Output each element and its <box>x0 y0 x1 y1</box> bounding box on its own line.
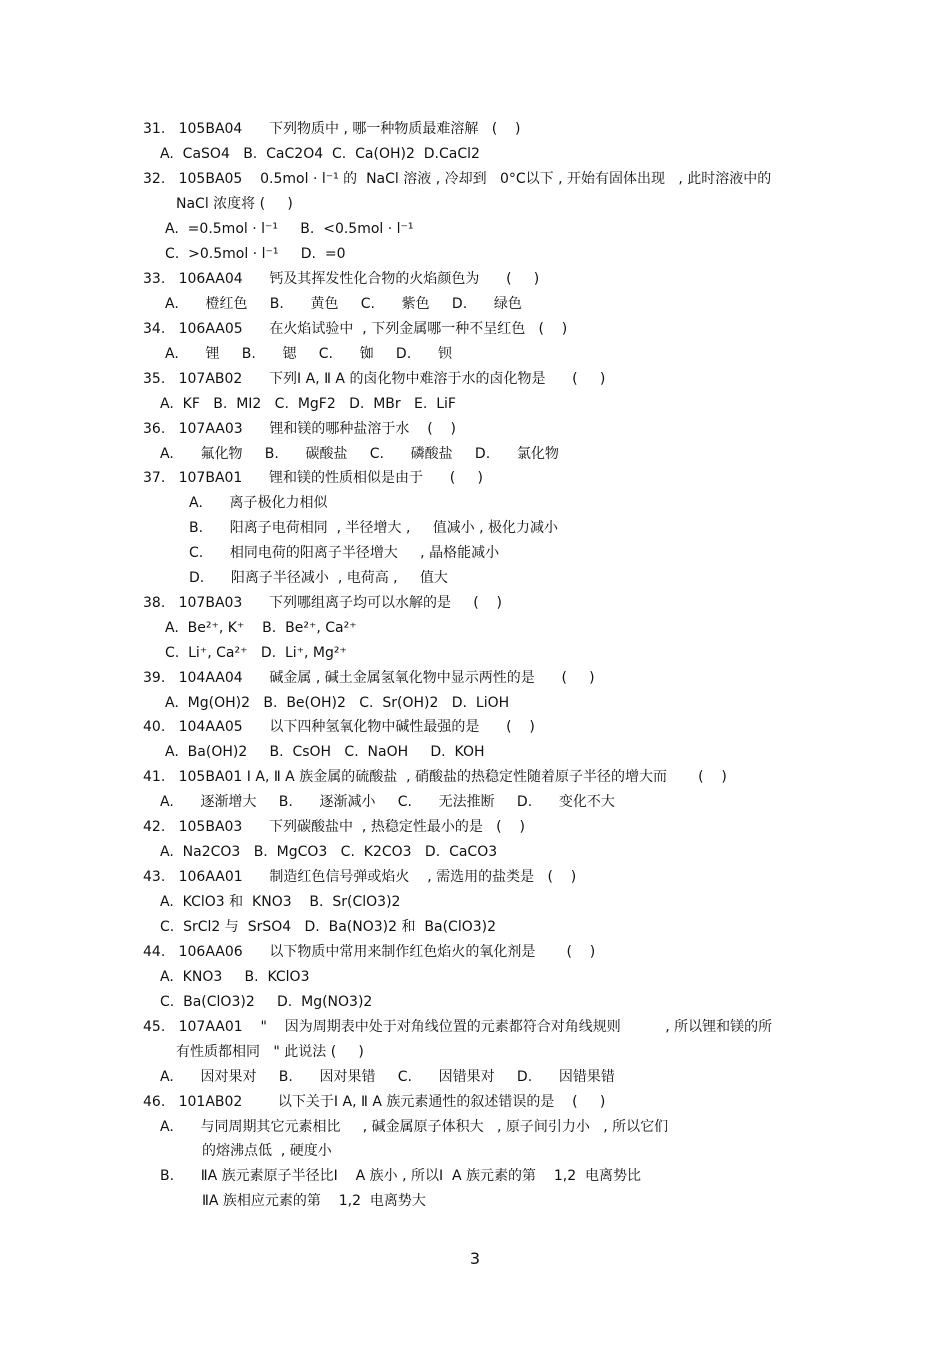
q40-stem: 40. 104AA05 以下四种氢氧化物中碱性最强的是 ( ) <box>143 719 535 735</box>
q44-stem: 44. 106AA06 以下物质中常用来制作红色焰火的氧化剂是 ( ) <box>143 944 596 960</box>
q45-stem: 45. 107AA01 " 因为周期表中处于对角线位置的元素都符合对角线规则 , 所以锂和镁的所 <box>143 1019 773 1035</box>
q31-options: A. CaSO4 B. CaC2O4 C. Ca(OH)2 D.CaCl2 <box>160 146 480 162</box>
q45-stem-cont: 有性质都相同 " 此说法 ( ) <box>176 1044 364 1060</box>
q44-options-2: C. Ba(ClO3)2 D. Mg(NO3)2 <box>160 994 373 1010</box>
q42-options: A. Na2CO3 B. MgCO3 C. K2CO3 D. CaCO3 <box>160 844 498 860</box>
q41-options: A. 逐渐增大 B. 逐渐减小 C. 无法推断 D. 变化不大 <box>160 794 615 810</box>
q40-options: A. Ba(OH)2 B. CsOH C. NaOH D. KOH <box>165 744 485 760</box>
q37-option-a: A. 离子极化力相似 <box>189 495 328 511</box>
q46-option-b: B. ⅡA 族元素原子半径比Ⅰ A 族小 , 所以Ⅰ A 族元素的第 1,2 电离势比 <box>160 1168 642 1184</box>
q36-options: A. 氟化物 B. 碳酸盐 C. 磷酸盐 D. 氯化物 <box>160 446 559 462</box>
q34-options: A. 锂 B. 锶 C. 铷 D. 钡 <box>165 346 452 362</box>
q38-options-2: C. Li⁺, Ca²⁺ D. Li⁺, Mg²⁺ <box>165 645 347 661</box>
q46-stem: 46. 101AB02 以下关于Ⅰ A, Ⅱ A 族元素通性的叙述错误的是 ( ) <box>143 1094 606 1110</box>
q46-option-b-cont: ⅡA 族相应元素的第 1,2 电离势大 <box>202 1193 426 1209</box>
q37-stem: 37. 107BA01 锂和镁的性质相似是由于 ( ) <box>143 470 483 486</box>
q44-options-1: A. KNO3 B. KClO3 <box>160 969 310 985</box>
q33-options: A. 橙红色 B. 黄色 C. 紫色 D. 绿色 <box>165 296 522 312</box>
q32-stem-cont: NaCl 浓度将 ( ) <box>176 196 293 212</box>
q42-stem: 42. 105BA03 下列碳酸盐中 , 热稳定性最小的是 ( ) <box>143 819 525 835</box>
q32-options-1: A. =0.5mol · l⁻¹ B. <0.5mol · l⁻¹ <box>165 221 414 237</box>
q34-stem: 34. 106AA05 在火焰试验中 , 下列金属哪一种不呈红色 ( ) <box>143 321 568 337</box>
q45-options: A. 因对果对 B. 因对果错 C. 因错果对 D. 因错果错 <box>160 1069 615 1085</box>
q37-option-d: D. 阳离子半径减小 , 电荷高 , 值大 <box>189 570 448 586</box>
q37-option-b: B. 阳离子电荷相同 , 半径增大 , 值减小 , 极化力减小 <box>189 520 559 536</box>
q35-options: A. KF B. MI2 C. MgF2 D. MBr E. LiF <box>160 396 456 412</box>
q46-option-a-cont: 的熔沸点低 , 硬度小 <box>202 1143 332 1159</box>
q31-stem: 31. 105BA04 下列物质中 , 哪一种物质最难溶解 ( ) <box>143 121 521 137</box>
q33-stem: 33. 106AA04 钙及其挥发性化合物的火焰颜色为 ( ) <box>143 271 540 287</box>
q39-options: A. Mg(OH)2 B. Be(OH)2 C. Sr(OH)2 D. LiOH <box>165 695 510 711</box>
q43-options-2: C. SrCl2 与 SrSO4 D. Ba(NO3)2 和 Ba(ClO3)2 <box>160 919 496 935</box>
q38-options-1: A. Be²⁺, K⁺ B. Be²⁺, Ca²⁺ <box>165 620 357 636</box>
page-number: 3 <box>469 1249 481 1268</box>
q32-options-2: C. >0.5mol · l⁻¹ D. =0 <box>165 246 346 262</box>
q37-option-c: C. 相同电荷的阳离子半径增大 , 晶格能减小 <box>189 545 500 561</box>
q41-stem: 41. 105BA01 Ⅰ A, Ⅱ A 族金属的硫酸盐 , 硝酸盐的热稳定性随着原子半径的增大而 ( ) <box>143 769 727 785</box>
q46-option-a: A. 与同周期其它元素相比 , 碱金属原子体积大 , 原子间引力小 , 所以它们 <box>160 1119 669 1135</box>
q43-options-1: A. KClO3 和 KNO3 B. Sr(ClO3)2 <box>160 894 401 910</box>
q43-stem: 43. 106AA01 制造红色信号弹或焰火 , 需选用的盐类是 ( ) <box>143 869 577 885</box>
q38-stem: 38. 107BA03 下列哪组离子均可以水解的是 ( ) <box>143 595 503 611</box>
q39-stem: 39. 104AA04 碱金属 , 碱土金属氢氧化物中显示两性的是 ( ) <box>143 670 595 686</box>
q32-stem: 32. 105BA05 0.5mol · l⁻¹ 的 NaCl 溶液 , 冷却到 0°C以下 , 开始有固体出现 , 此时溶液中的 <box>143 171 772 187</box>
q35-stem: 35. 107AB02 下列Ⅰ A, Ⅱ A 的卤化物中难溶于水的卤化物是 ( ) <box>143 371 606 387</box>
q36-stem: 36. 107AA03 锂和镁的哪种盐溶于水 ( ) <box>143 421 456 437</box>
